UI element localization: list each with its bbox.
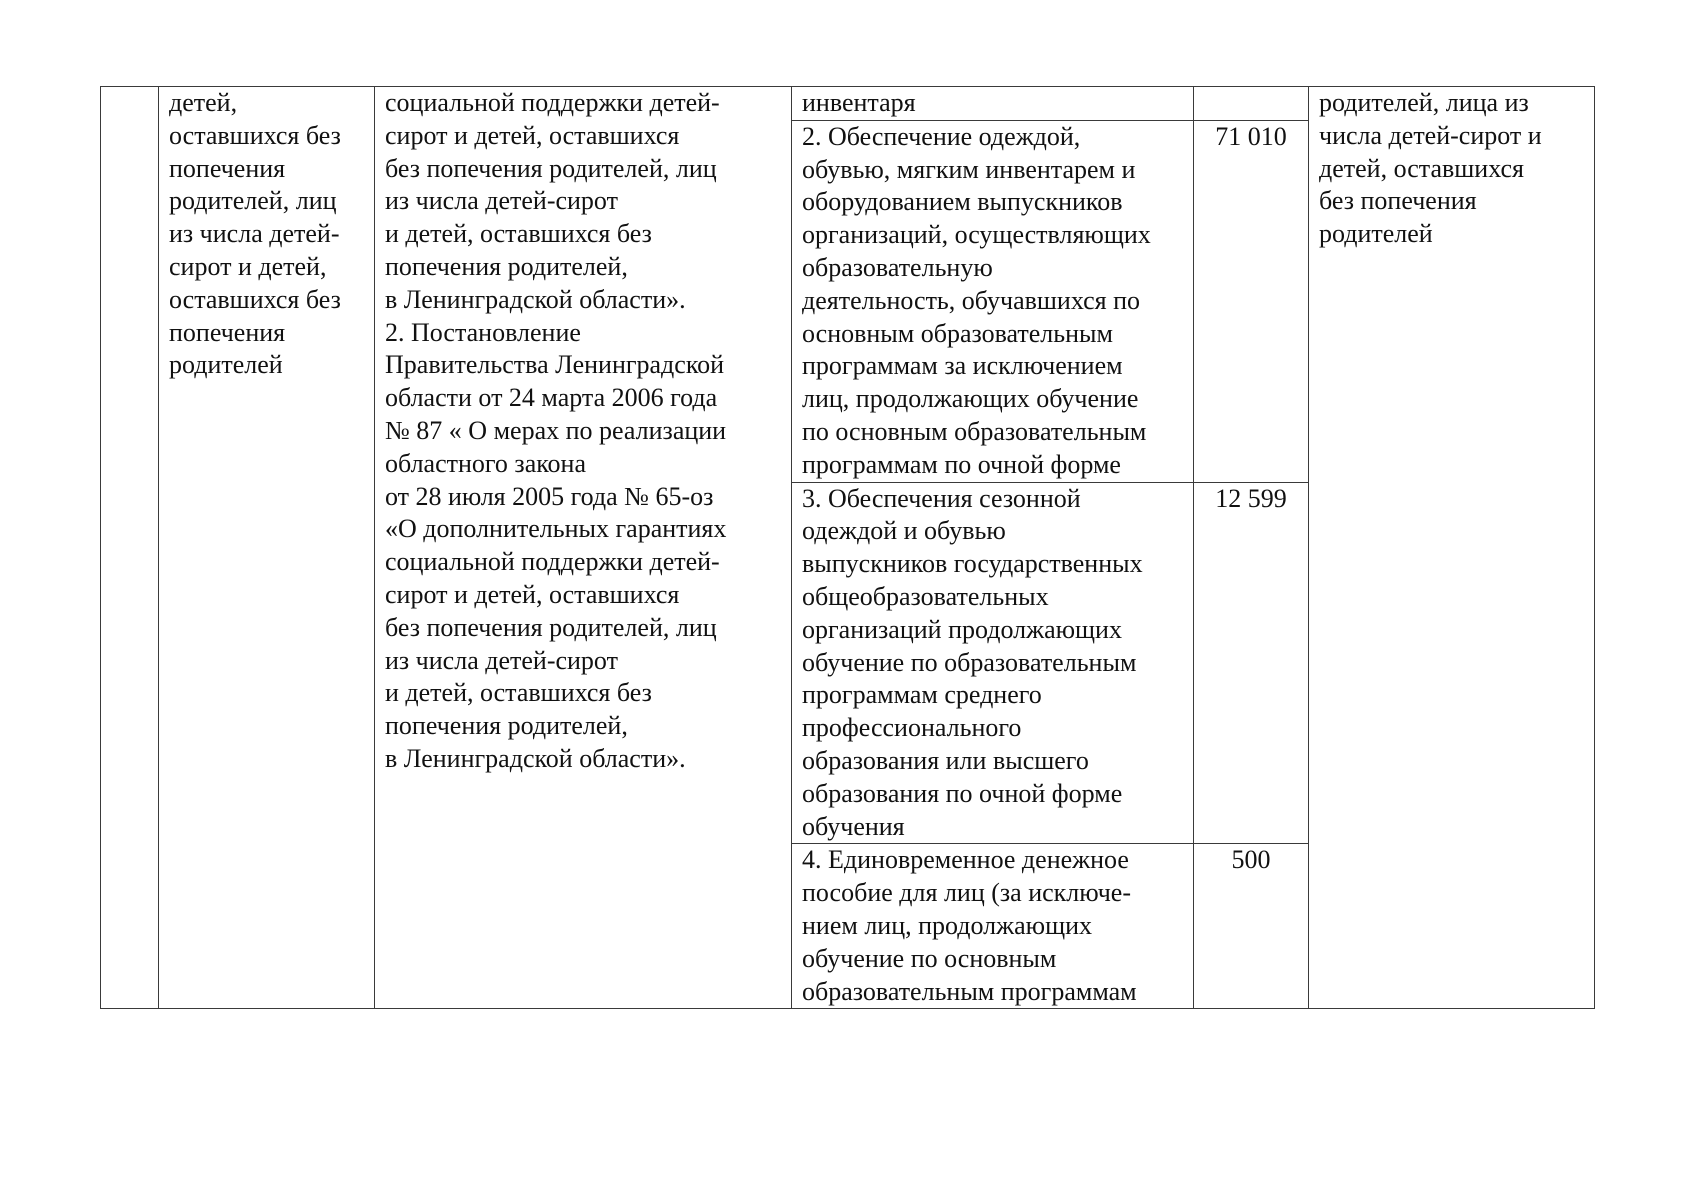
row-number-cell <box>101 87 159 1009</box>
measure-cell: 2. Обеспечение одеждой, обувью, мягким инвентарем и оборудованием выпускников организаций, осуществляющих образовательную деятельность, обучавшихся по основным образовательным программам за исключением лиц, продолжающих обучение по основным образовательным программам по очной форме <box>792 120 1194 482</box>
benefits-table <box>100 86 1595 1009</box>
measure-cell: инвентаря <box>792 87 1194 121</box>
recipients-cell: детей, оставшихся без попечения родителей, лиц из числа детей- сирот и детей, оставшихся без попечения родителей <box>159 87 375 1009</box>
measure-cell: 4. Единовременное денежное пособие для лиц (за исключе- нием лиц, продолжающих обучение по основным образовательным программам <box>792 844 1194 1009</box>
amount-cell: 500 <box>1194 844 1309 1009</box>
amount-cell: 12 599 <box>1194 482 1309 844</box>
measure-cell: 3. Обеспечения сезонной одеждой и обувью выпускников государственных общеобразовательных организаций продолжающих обучение по образовательным программам среднего профессионального образования или высшего образования по очной форме обучения <box>792 482 1194 844</box>
table-row <box>101 87 1595 121</box>
amount-cell: 71 010 <box>1194 120 1309 482</box>
amount-cell <box>1194 87 1309 121</box>
result-cell: родителей, лица из числа детей-сирот и детей, оставшихся без попечения родителей <box>1309 87 1595 1009</box>
legal-basis-cell: социальной поддержки детей- сирот и детей, оставшихся без попечения родителей, лиц из числа детей-сирот и детей, оставшихся без попечения родителей, в Ленинградской области». 2. Постановление Правительства Ленинградской области от 24 марта 2006 года № 87 « О мерах по реализации областного закона от 28 июля 2005 года № 65-оз «О дополнительных гарантиях социальной поддержки детей- сирот и детей, оставшихся без попечения родителей, лиц из числа детей-сирот и детей, оставшихся без попечения родителей, в Ленинградской области». <box>375 87 792 1009</box>
